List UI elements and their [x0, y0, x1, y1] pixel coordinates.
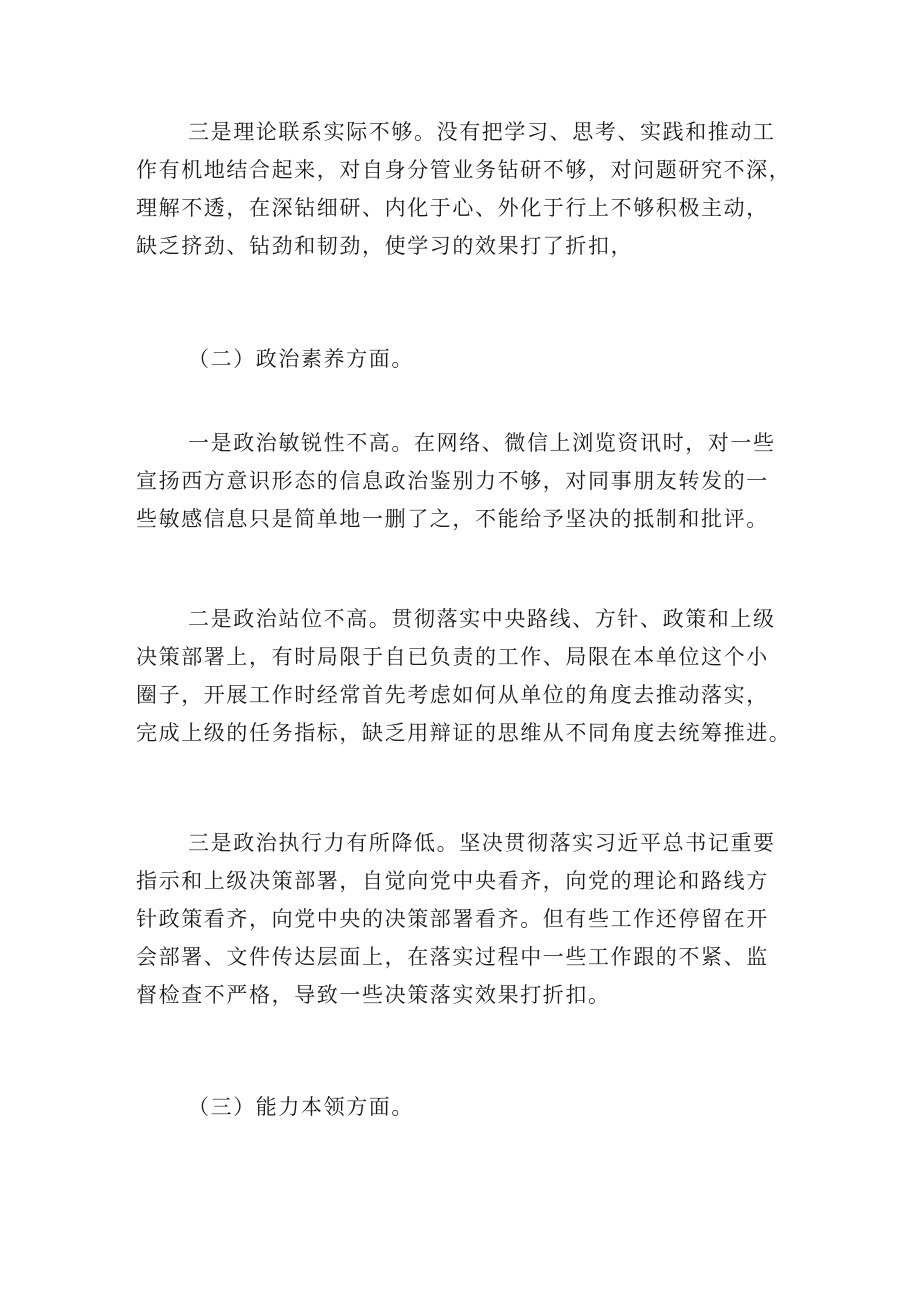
- paragraph-theory-practice: [136, 113, 896, 265]
- paragraph-political-execution: [136, 824, 896, 1014]
- text-line: 督检查不严格，导致一些决策落实效果打折扣。: [136, 983, 611, 1007]
- text-line: 理解不透，在深钻细研、内化于心、外化于行上不够积极主动，: [136, 196, 769, 220]
- text-line: 决策部署上，有时局限于自已负责的工作、局限在本单位这个小: [136, 645, 769, 669]
- text-line: 完成上级的任务指标，缺乏用辩证的思维从不同角度去统筹推进。: [136, 721, 792, 745]
- text-line: 一是政治敏锐性不高。在网络、微信上浏览资讯时，对一些: [188, 431, 776, 455]
- section-heading-political-literacy: [188, 340, 788, 378]
- heading-text: （二）政治素养方面。: [188, 347, 414, 371]
- section-heading-ability: [188, 1088, 788, 1126]
- text-line: 圈子，开展工作时经常首先考虑如何从单位的角度去推动落实，: [136, 683, 769, 707]
- text-line: 作有机地结合起来，对自身分管业务钻研不够，对问题研究不深，: [136, 158, 792, 182]
- text-line: 指示和上级决策部署，自觉向党中央看齐，向党的理论和路线方: [136, 869, 769, 893]
- text-line: 宣扬西方意识形态的信息政治鉴别力不够，对同事朋友转发的一: [136, 469, 769, 493]
- text-line: 针政策看齐，向党中央的决策部署看齐。但有些工作还停留在开: [136, 907, 769, 931]
- paragraph-political-sensitivity: [136, 424, 896, 538]
- paragraph-political-stance: [136, 600, 896, 752]
- text-line: 缺乏挤劲、钻劲和韧劲，使学习的效果打了折扣，: [136, 234, 634, 258]
- text-line: 三是理论联系实际不够。没有把学习、思考、实践和推动工: [188, 120, 776, 144]
- text-line: 三是政治执行力有所降低。坚决贯彻落实习近平总书记重要: [188, 831, 776, 855]
- text-line: 二是政治站位不高。贯彻落实中央路线、方针、政策和上级: [188, 607, 776, 631]
- heading-text: （三）能力本领方面。: [188, 1095, 414, 1119]
- text-line: 会部署、文件传达层面上，在落实过程中一些工作跟的不紧、监: [136, 945, 769, 969]
- text-line: 些敏感信息只是简单地一删了之，不能给予坚决的抵制和批评。: [136, 507, 769, 531]
